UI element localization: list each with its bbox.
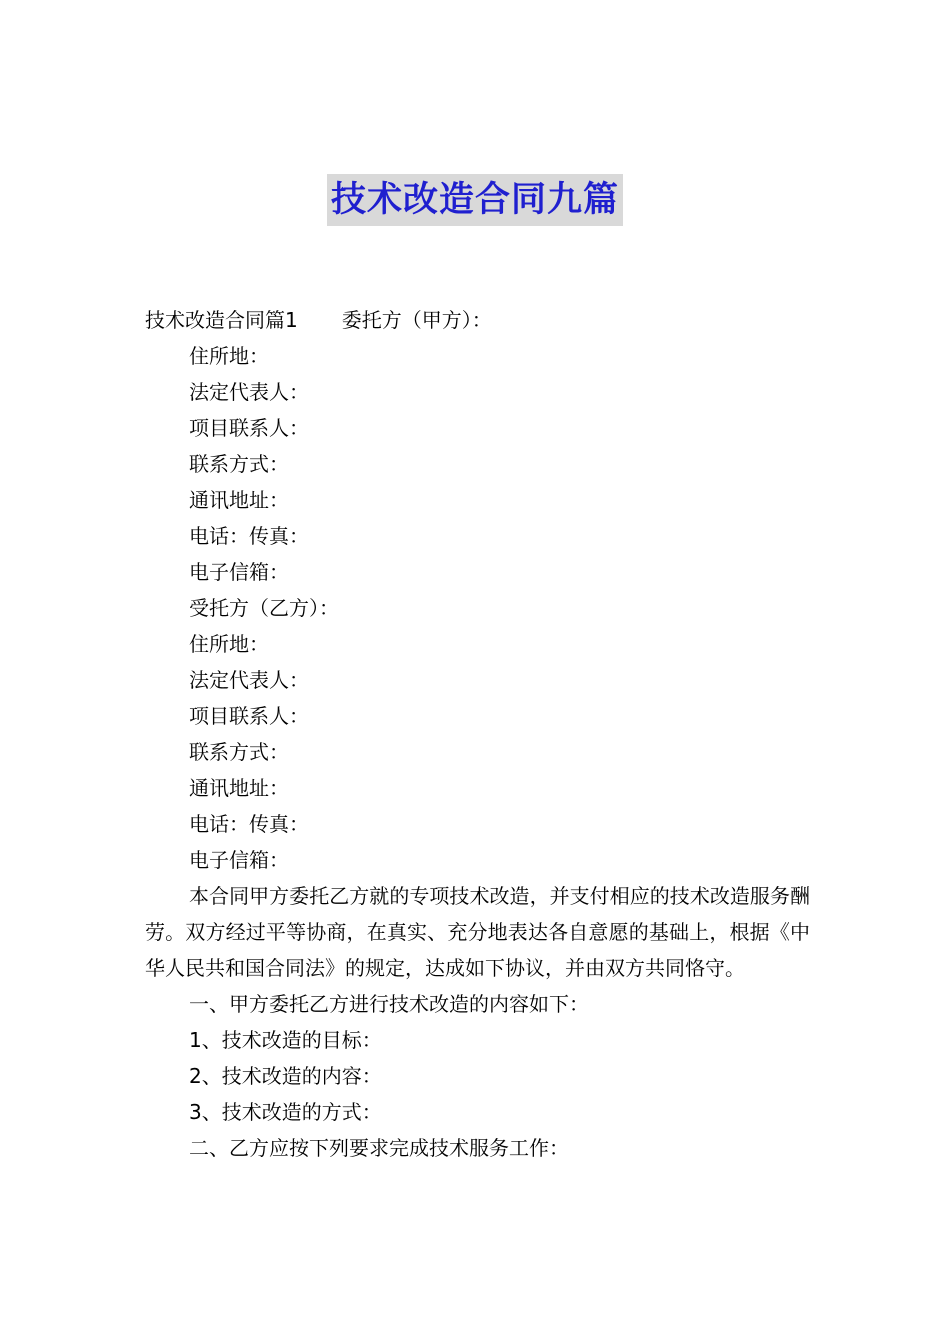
party-a-email: 电子信箱： — [189, 560, 289, 584]
list-item-method: 3、技术改造的方式： — [189, 1100, 382, 1124]
party-b-address: 住所地： — [189, 632, 269, 656]
section-two-heading: 二、乙方应按下列要求完成技术服务工作： — [189, 1136, 569, 1160]
party-b-email: 电子信箱： — [189, 848, 289, 872]
title-container — [0, 174, 950, 226]
party-b-contact-person: 项目联系人： — [189, 704, 309, 728]
party-a-mailing-address: 通讯地址： — [189, 488, 289, 512]
party-b-label: 受托方（乙方）： — [189, 596, 339, 620]
party-a-contact-person: 项目联系人： — [189, 416, 309, 440]
contract-heading-line — [145, 302, 810, 338]
party-b-mailing-address: 通讯地址： — [189, 776, 289, 800]
party-a-label: 委托方（甲方）： — [341, 308, 492, 332]
document-title: 技术改造合同九篇 — [327, 174, 623, 226]
contract-heading: 技术改造合同篇1 — [145, 308, 298, 332]
list-item-content: 2、技术改造的内容： — [189, 1064, 382, 1088]
party-a-legal-rep: 法定代表人： — [189, 380, 309, 404]
section-one-heading: 一、甲方委托乙方进行技术改造的内容如下： — [189, 992, 589, 1016]
intro-paragraph: 本合同甲方委托乙方就的专项技术改造，并支付相应的技术改造服务酬劳。双方经过平等协商，在真实、充分地表达各自意愿的基础上，根据《中华人民共和国合同法》的规定，达成如下协议，并由双方共同恪守。 — [145, 884, 810, 980]
list-item-goal: 1、技术改造的目标： — [189, 1028, 382, 1052]
party-a-address: 住所地： — [189, 344, 269, 368]
document-body — [145, 302, 810, 1166]
party-a-phone-fax: 电话：传真： — [189, 524, 309, 548]
party-a-contact-method: 联系方式： — [189, 452, 289, 476]
party-b-phone-fax: 电话：传真： — [189, 812, 309, 836]
party-b-contact-method: 联系方式： — [189, 740, 289, 764]
party-b-legal-rep: 法定代表人： — [189, 668, 309, 692]
